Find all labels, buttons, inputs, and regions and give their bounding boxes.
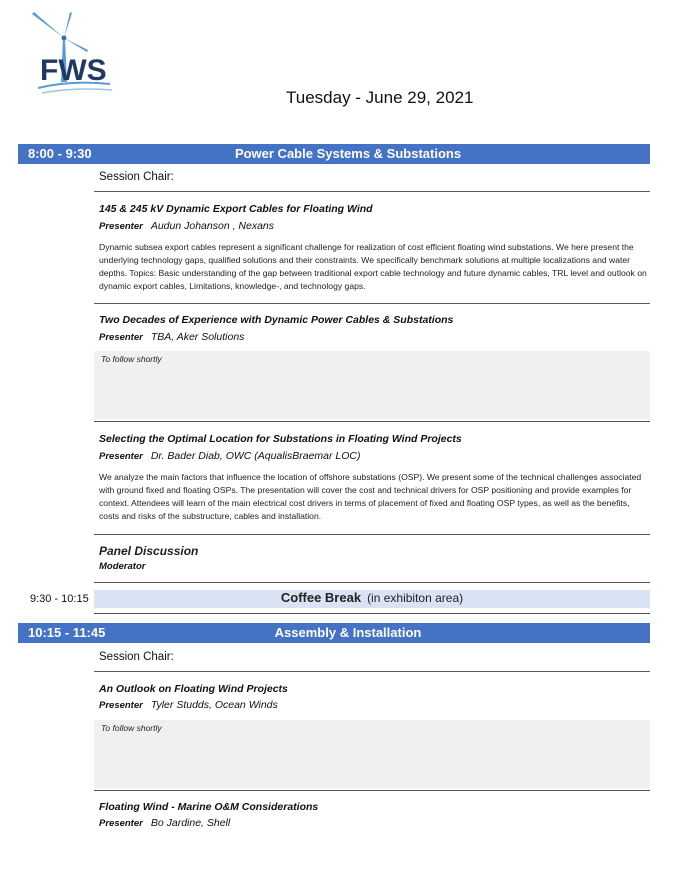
presenter-label: Presenter (99, 700, 143, 711)
talk-abstract: We analyze the main factors that influence the location of offshore substations (OSP). We present some of the technical challenges associated with ground fixed and floating OSPs. The presentation will cover the cost and technical drivers for OSP positioning and provide examples for context. Attendees will learn of the main electrical cost drivers in terms of placement of fixed and floating OSP types, as well as the benefits, costs and risks of the substructure, cables and installation. (99, 472, 642, 521)
session-chair: Session Chair: (99, 171, 174, 183)
divider (94, 582, 650, 583)
session-header (18, 144, 650, 164)
presenter-name: Bo Jardine, Shell (150, 817, 231, 829)
presenter-name: Audun Johanson , Nexans (150, 220, 275, 232)
panel-title: Panel Discussion (99, 544, 199, 558)
talk-title: An Outlook on Floating Wind Projects (99, 683, 288, 695)
talk-abstract: Dynamic subsea export cables represent a significant challenge for realization of cost efficient floating wind substations. We here present the underlying technology gaps, qualified solutions and their constraints. We specifically benchmark solutions at multiple localizations and water depths. Topics: Basic understanding of the gap between traditional export cable technology and future dynamic cables, TRL level and outlook on dynamic export cables, Limitations, knowledge-, and technology gaps. (99, 242, 647, 291)
divider (94, 534, 650, 535)
talk-presenter (99, 699, 278, 711)
talk-title: 145 & 245 kV Dynamic Export Cables for Floating Wind (99, 203, 373, 215)
divider (94, 191, 650, 192)
session-time: 8:00 - 9:30 (28, 146, 92, 161)
talk-title: Floating Wind - Marine O&M Considerations (99, 801, 319, 813)
svg-text:FWS: FWS (40, 54, 107, 87)
divider (94, 421, 650, 422)
divider (94, 613, 650, 614)
session-time: 10:15 - 11:45 (28, 625, 106, 640)
session-chair: Session Chair: (99, 651, 174, 663)
talk-abstract: To follow shortly (94, 720, 650, 788)
talk-presenter (99, 220, 274, 232)
presenter-label: Presenter (99, 818, 143, 829)
presenter-name: TBA, Aker Solutions (150, 331, 245, 343)
coffee-break-bar (94, 590, 650, 608)
presenter-label: Presenter (99, 221, 143, 232)
session-header (18, 623, 650, 643)
divider (94, 303, 650, 304)
event-date: Tuesday - June 29, 2021 (286, 88, 474, 107)
talk-presenter (99, 331, 244, 343)
talk-presenter (99, 450, 361, 462)
break-time: 9:30 - 10:15 (30, 593, 89, 605)
presenter-name: Dr. Bader Diab, OWC (AqualisBraemar LOC) (150, 450, 361, 462)
session-title: Power Cable Systems & Substations (234, 146, 462, 161)
presenter-label: Presenter (99, 451, 143, 462)
break-location: (in exhibiton area) (367, 591, 464, 605)
talk-abstract: To follow shortly (94, 351, 650, 419)
fws-logo (26, 10, 116, 100)
moderator-label: Moderator (99, 561, 146, 572)
presenter-label: Presenter (99, 332, 143, 343)
talk-title: Selecting the Optimal Location for Substations in Floating Wind Projects (99, 433, 462, 445)
break-name: Coffee Break (280, 590, 362, 605)
presenter-name: Tyler Studds, Ocean Winds (150, 699, 278, 711)
divider (94, 790, 650, 791)
divider (94, 671, 650, 672)
session-title: Assembly & Installation (274, 625, 422, 640)
talk-presenter (99, 817, 230, 829)
talk-title: Two Decades of Experience with Dynamic Power Cables & Substations (99, 314, 454, 326)
